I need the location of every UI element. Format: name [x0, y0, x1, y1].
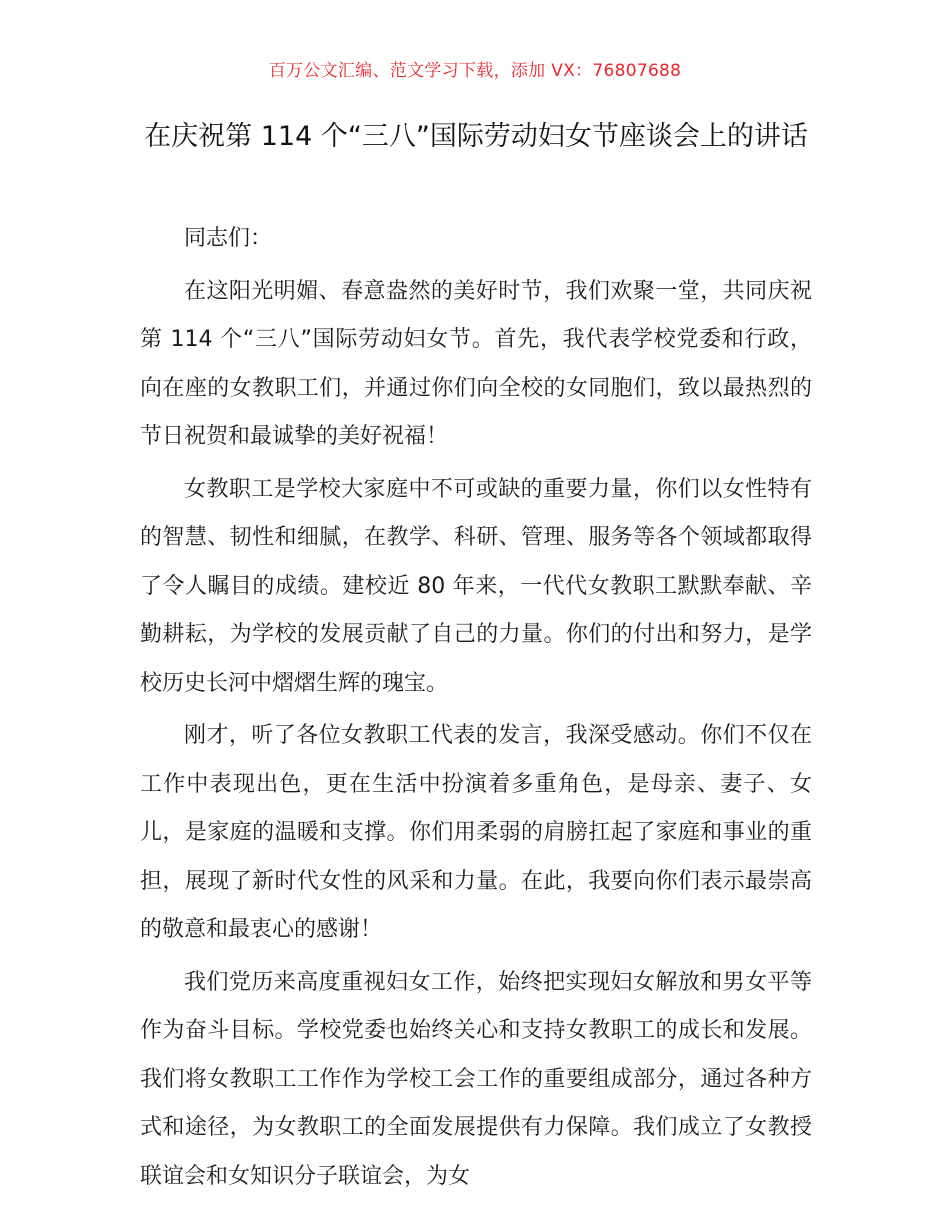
paragraph: 女教职工是学校大家庭中不可或缺的重要力量，你们以女性特有的智慧、韧性和细腻，在教学、科研、管理、服务等各个领域都取得了令人瞩目的成绩。建校近 80 年来，一代代女教职工默默奉献、辛勤耕耘，为学校的发展贡献了自己的力量。你们的付出和努力，是学校历史长河中熠熠生辉的瑰宝。	[140, 476, 812, 696]
paragraph: 我们党历来高度重视妇女工作，始终把实现妇女解放和男女平等作为奋斗目标。学校党委也始终关心和支持女教职工的成长和发展。我们将女教职工工作作为学校工会工作的重要组成部分，通过各种方式和途径，为女教职工的全面发展提供有力保障。我们成立了女教授联谊会和女知识分子联谊会，为女	[140, 969, 812, 1189]
paragraph: 刚才，听了各位女教职工代表的发言，我深受感动。你们不仅在工作中表现出色，更在生活中扮演着多重角色，是母亲、妻子、女儿，是家庭的温暖和支撑。你们用柔弱的肩膀扛起了家庭和事业的重担，展现了新时代女性的风采和力量。在此，我要向你们表示最崇高的敬意和最衷心的感谢！	[140, 723, 812, 942]
header-watermark: 百万公文汇编、范文学习下载，添加 VX：76807688	[268, 61, 682, 81]
salutation: 同志们：	[184, 226, 273, 251]
paragraph: 在这阳光明媚、春意盎然的美好时节，我们欢聚一堂，共同庆祝第 114 个“三八”国际劳动妇女节。首先，我代表学校党委和行政，向在座的女教职工们，并通过你们向全校的女同胞们，致以最热烈的节日祝贺和最诚挚的美好祝福！	[140, 278, 812, 449]
document-title: 在庆祝第 114 个“三八”国际劳动妇女节座谈会上的讲话	[144, 121, 808, 152]
document-body	[140, 215, 812, 1201]
